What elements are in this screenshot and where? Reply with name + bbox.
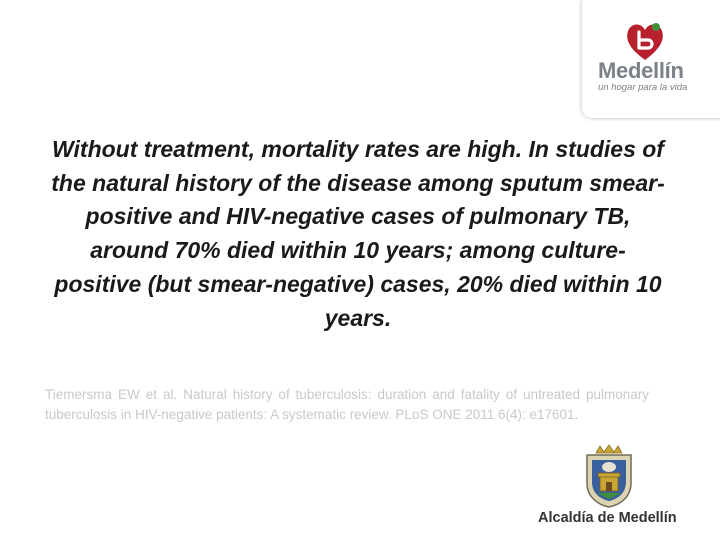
- alcaldia-label: Alcaldía de Medellín: [538, 510, 677, 526]
- coat-of-arms-icon: [583, 443, 635, 509]
- logo-tagline: un hogar para la vida: [598, 82, 688, 93]
- logo-name: Medellín: [598, 58, 684, 83]
- citation: Tiemersma EW et al. Natural history of tuberculosis: duration and fatality of untreated pulmonary tuberculosis in HIV-negative patients: A systematic review. PLoS ONE 2011 6(4): e17601.: [45, 387, 649, 422]
- medellin-logo: [582, 0, 720, 118]
- slide-body-text: Without treatment, mortality rates are high. In studies of the natural history of the disease among sputum smear-positive and HIV-negative cases of pulmonary TB, around 70% died within 10 years; among culture-positive (but smear-negative) cases, 20% died within 10 years.: [51, 136, 665, 331]
